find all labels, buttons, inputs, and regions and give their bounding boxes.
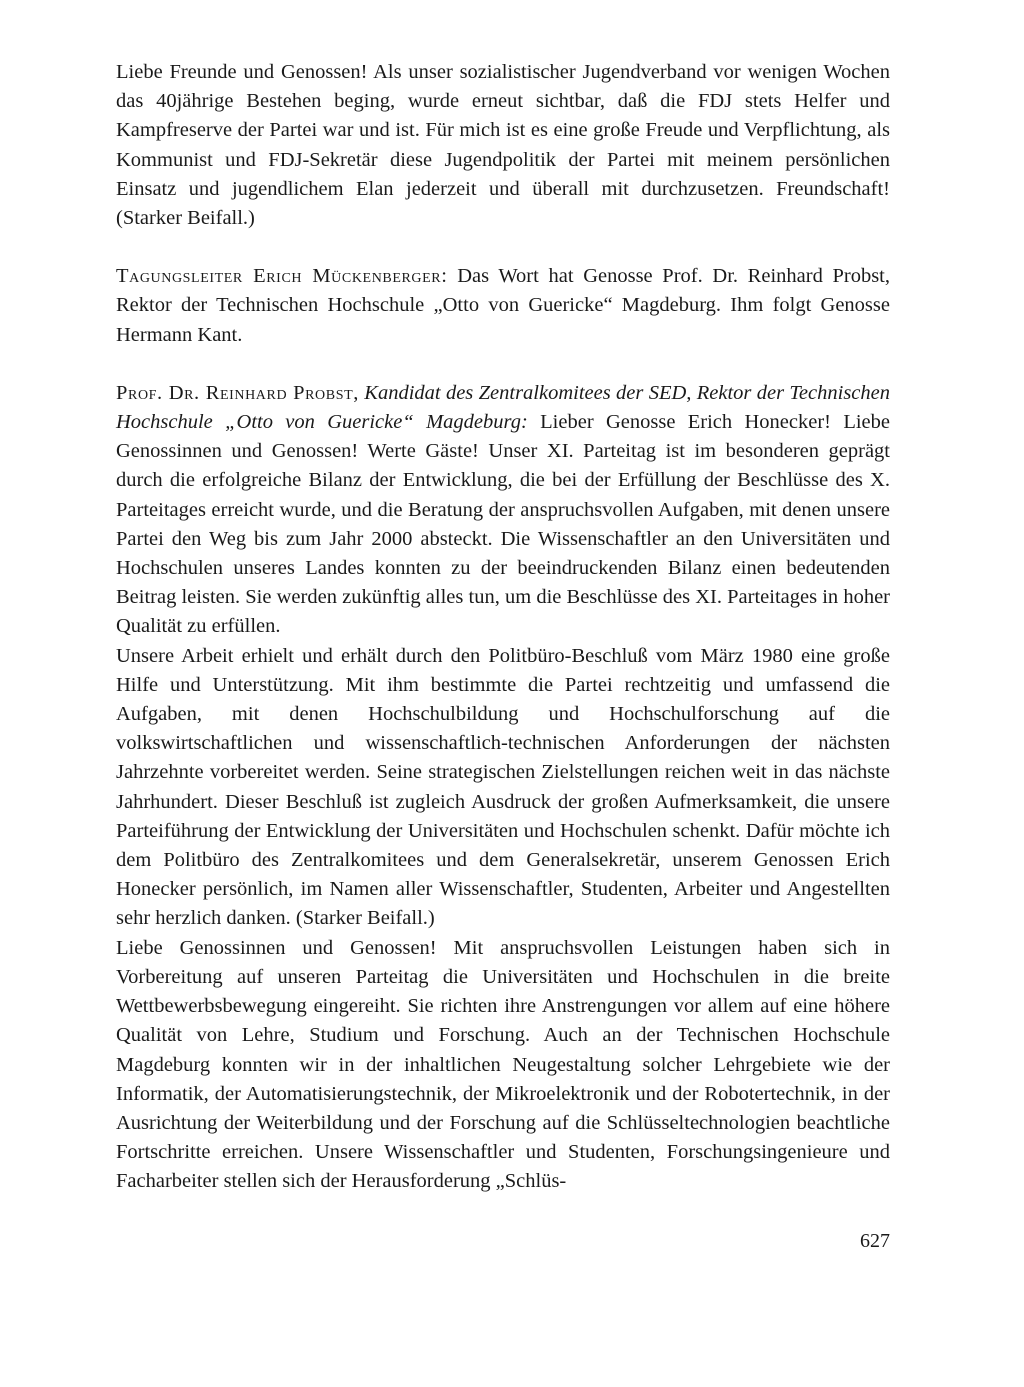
speaker-name: Tagungsleiter Erich Mückenberger: xyxy=(116,265,448,288)
paragraph-probst-speech xyxy=(116,379,890,642)
page-body xyxy=(116,58,890,1197)
speaker-role: Kandidat des Zentralkomitees der SED, Rektor der Technischen Hochschule „Otto von Guericke“ Magdeburg: xyxy=(116,381,890,434)
paragraph-competition xyxy=(116,934,890,1197)
paragraph-politburo-decision xyxy=(116,642,890,934)
paragraph-text: Lieber Genosse Erich Honecker! Liebe Genossinnen und Genossen! Werte Gäste! Unser XI. Parteitag ist im besonderen geprägt durch die erfolgreiche Bilanz der Entwicklung, die bei der Erfüllung der Beschlüsse des X. Parteitages erreicht wurde, und die Beratung der anspruchsvollen Aufgaben, mit denen unsere Partei den Weg bis zum Jahr 2000 absteckt. Die Wissenschaftler an den Universitäten und Hochschulen unseres Landes konnten zu der beeindruckenden Bilanz einen bedeutenden Beitrag leisten. Sie werden zukünftig alles tun, um die Beschlüsse des XI. Parteitages in hoher Qualität zu erfüllen. xyxy=(116,411,891,638)
paragraph-gap xyxy=(116,350,890,379)
paragraph-text: Unsere Arbeit erhielt und erhält durch den Politbüro-Beschluß vom März 1980 eine große Hilfe und Unterstützung. Mit ihm bestimmte die Partei rechtzeitig und umfassend die Aufgaben, mit denen Hochschulbildung und Hochschulforschung auf die volkswirtschaftlichen und wissenschaftlich-technischen Anforderungen der nächsten Jahrzehnte vorbereitet werden. Seine strategischen Zielstellungen reichen weit in das nächste Jahrhundert. Dieser Beschluß ist zugleich Ausdruck der großen Aufmerksamkeit, die unsere Parteiführung der Entwicklung der Universitäten und Hochschulen schenkt. Dafür möchte ich dem Politbüro des Zentralkomitees und dem Generalsekretär, unserem Genossen Erich Honecker persönlich, im Namen aller Wissenschaftler, Studenten, Arbeiter und Angestellten sehr herzlich danken. (Starker Beifall.) xyxy=(116,644,890,930)
paragraph-fdj-closing xyxy=(116,58,890,233)
page-number: 627 xyxy=(860,1230,890,1252)
speaker-name: Prof. Dr. Reinhard Probst, xyxy=(116,381,359,404)
paragraph-text: Das Wort hat Genosse Prof. Dr. Reinhard Probst, Rektor der Technischen Hochschule „Otto von Guericke“ Magdeburg. Ihm folgt Genosse Hermann Kant. xyxy=(116,265,890,346)
paragraph-text: Liebe Freunde und Genossen! Als unser sozialistischer Jugendverband vor wenigen Wochen das 40jährige Bestehen beging, wurde erneut sichtbar, daß die FDJ stets Helfer und Kampfreserve der Partei war und ist. Für mich ist es eine große Freude und Verpflichtung, als Kommunist und FDJ-Sekretär diese Jugendpolitik der Partei mit meinem persönlichen Einsatz und jugendlichem Elan jederzeit und überall mit durchzusetzen. Freundschaft! (Starker Beifall.) xyxy=(116,61,890,230)
paragraph-gap xyxy=(116,233,890,262)
paragraph-chair-announcement xyxy=(116,262,890,350)
paragraph-text: Liebe Genossinnen und Genossen! Mit anspruchsvollen Leistungen haben sich in Vorbereitung auf unseren Parteitag die Universitäten und Hochschulen in die breite Wettbewerbsbewegung eingereiht. Sie richten ihre Anstrengungen vor allem auf eine höhere Qualität von Lehre, Studium und Forschung. Auch an der Technischen Hochschule Magdeburg konnten wir in der inhaltlichen Neugestaltung solcher Lehrgebiete wie der Informatik, der Automatisierungstechnik, der Mikroelektronik und der Robotertechnik, in der Ausrichtung der Weiterbildung und der Forschung auf die Schlüsseltechnologien beachtliche Fortschritte erreichen. Unsere Wissenschaftler und Studenten, Forschungsingenieure und Facharbeiter stellen sich der Herausforderung „Schlüs- xyxy=(116,936,890,1193)
